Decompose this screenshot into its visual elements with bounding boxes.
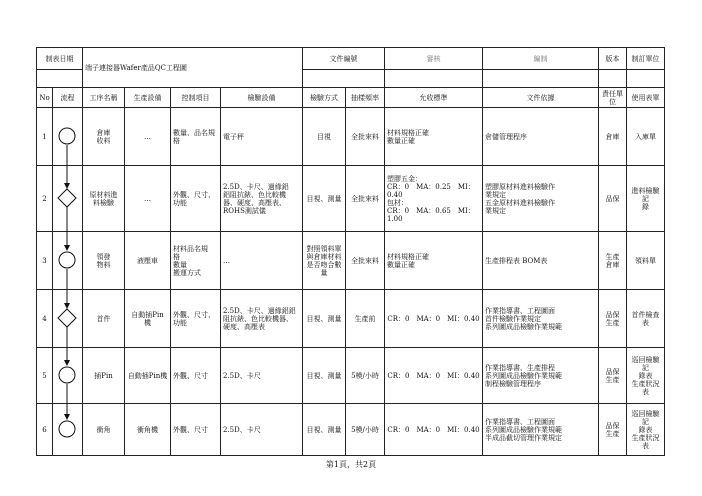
responsible-cell-line: 品保 bbox=[605, 367, 620, 376]
standard-cell-line: 數量正確 bbox=[387, 260, 415, 269]
table-row bbox=[37, 348, 665, 404]
standard-cell-line: 塑膠五金： bbox=[387, 174, 422, 183]
col-equipment: 生產設備 bbox=[125, 88, 171, 108]
inspection-cell bbox=[221, 166, 303, 232]
form-cell bbox=[627, 348, 665, 404]
frequency-cell-line: 5模/小時 bbox=[351, 425, 379, 434]
inspection-cell-line: 硬度、高壓表 bbox=[223, 322, 265, 331]
form-cell bbox=[627, 290, 665, 348]
control-item-cell-line: 外觀、尺寸、 bbox=[173, 310, 215, 319]
basis-cell-line: 生產排程表 BOM表 bbox=[485, 256, 548, 265]
responsible-cell bbox=[599, 290, 627, 348]
method-cell bbox=[303, 108, 346, 166]
process-cell bbox=[83, 232, 125, 290]
basis-cell-line: 系列圖成品檢驗作業規範 bbox=[485, 371, 562, 380]
table-row bbox=[37, 232, 665, 290]
form-cell-line: 進料檢驗記 bbox=[631, 186, 660, 203]
form-cell-line: 生產狀況表 bbox=[631, 433, 660, 450]
equipment-cell bbox=[125, 166, 171, 232]
frequency-cell bbox=[346, 404, 385, 456]
form-cell bbox=[627, 232, 665, 290]
frequency-cell-line: 全批來料 bbox=[351, 132, 379, 141]
process-cell-line: 收料 bbox=[96, 136, 111, 145]
basis-cell-line: 業規定 bbox=[485, 190, 506, 199]
frequency-cell-line: 全批來料 bbox=[351, 256, 379, 265]
responsible-cell-line: 倉庫 bbox=[605, 132, 620, 141]
qc-table bbox=[36, 47, 665, 456]
control-item-cell-line: 數量 bbox=[173, 260, 187, 269]
page-number: 第1頁，共2頁 bbox=[325, 460, 377, 469]
method-cell bbox=[303, 290, 346, 348]
responsible-cell bbox=[599, 348, 627, 404]
inspection-cell-line: 阻抗錶、色比較機器、 bbox=[223, 314, 293, 323]
equipment-cell-line: 自動插Pin機 bbox=[127, 371, 168, 380]
control-item-cell bbox=[171, 404, 221, 456]
control-item-cell-line: 外觀、尺寸 bbox=[173, 425, 208, 434]
standard-cell-line: 材料規格正確 bbox=[387, 128, 429, 137]
equipment-cell-line: 自動插Pin bbox=[131, 310, 164, 319]
basis-cell bbox=[483, 404, 599, 456]
standard-cell-line: CR：0 MA：0.65 MI： bbox=[387, 206, 475, 215]
inspection-cell bbox=[221, 108, 303, 166]
review-value bbox=[385, 70, 483, 88]
inspection-cell bbox=[221, 404, 303, 456]
frequency-cell-line: 全批來料 bbox=[351, 194, 379, 203]
basis-cell bbox=[483, 348, 599, 404]
method-cell-line: 目視、測量 bbox=[306, 371, 342, 380]
standard-cell-line: 數量正確 bbox=[387, 136, 415, 145]
responsible-cell-line: 品保 bbox=[605, 421, 620, 430]
flow-cell bbox=[53, 404, 83, 456]
process-cell bbox=[83, 404, 125, 456]
basis-cell-line: 五金原材料進料檢驗作 bbox=[485, 198, 555, 207]
method-cell-line: 是否吻合數量 bbox=[306, 260, 342, 277]
process-cell bbox=[83, 348, 125, 404]
method-cell-line: 目視、測量 bbox=[306, 194, 342, 203]
control-item-cell-line: 功能 bbox=[173, 318, 187, 327]
row-number: 3 bbox=[37, 232, 53, 290]
standard-cell-line: CR：0 MA：0 MI：0.40 bbox=[387, 314, 480, 323]
dept-value bbox=[627, 70, 665, 88]
method-cell-line: 對照領料單 bbox=[306, 244, 342, 253]
equipment-cell bbox=[125, 404, 171, 456]
equipment-cell bbox=[125, 232, 171, 290]
standard-cell bbox=[385, 108, 483, 166]
dept-label: 制訂單位 bbox=[627, 48, 665, 70]
qc-sheet bbox=[36, 47, 664, 455]
equipment-cell-line: … bbox=[144, 132, 151, 141]
form-cell-line: 生產狀況表 bbox=[631, 379, 660, 396]
equipment-cell bbox=[125, 108, 171, 166]
row-number: 4 bbox=[37, 290, 53, 348]
col-basis: 文件依據 bbox=[483, 88, 599, 108]
standard-cell-line: CR：0 MA：0 MI：0.40 bbox=[387, 425, 480, 434]
page-title: 端子連接器Wafer產品QC工程圖 bbox=[83, 48, 303, 88]
frequency-cell bbox=[346, 348, 385, 404]
equipment-cell bbox=[125, 348, 171, 404]
form-cell-line: 錄表 bbox=[638, 425, 653, 434]
inspection-cell-line: … bbox=[223, 256, 230, 265]
standard-cell-line: 0.40 bbox=[387, 190, 403, 199]
standard-cell bbox=[385, 232, 483, 290]
responsible-cell-line: 生產 bbox=[605, 375, 620, 384]
control-item-cell-line: 外觀、尺寸、 bbox=[173, 190, 215, 199]
process-cell bbox=[83, 290, 125, 348]
responsible-cell-line: 生產 bbox=[605, 429, 620, 438]
control-item-cell bbox=[171, 290, 221, 348]
table-row bbox=[37, 108, 665, 166]
flow-cell bbox=[53, 290, 83, 348]
responsible-cell bbox=[599, 404, 627, 456]
col-standard: 允收標準 bbox=[385, 88, 483, 108]
responsible-cell-line: 生產 bbox=[605, 318, 620, 327]
col-frequency: 抽樣頻率 bbox=[346, 88, 385, 108]
responsible-cell bbox=[599, 232, 627, 290]
frequency-cell-line: 5模/小時 bbox=[351, 371, 379, 380]
form-cell-line: 錄表 bbox=[638, 371, 653, 380]
form-cell bbox=[627, 404, 665, 456]
doc-no-label: 文件編號 bbox=[303, 48, 385, 70]
inspection-cell-line: 2.5D、卡尺、過緣鋁 bbox=[223, 182, 289, 191]
column-header-row bbox=[37, 88, 665, 108]
responsible-cell-line: 生產 bbox=[605, 252, 620, 261]
control-item-cell-line: 功能 bbox=[173, 198, 187, 207]
form-cell bbox=[627, 166, 665, 232]
control-item-cell-line: 格 bbox=[173, 136, 180, 145]
col-flow: 流程 bbox=[53, 88, 83, 108]
equipment-cell-line: … bbox=[144, 194, 151, 203]
equipment-cell bbox=[125, 290, 171, 348]
form-cell bbox=[627, 108, 665, 166]
frequency-cell bbox=[346, 290, 385, 348]
version-label: 版本 bbox=[599, 48, 627, 70]
inspection-cell bbox=[221, 232, 303, 290]
method-cell-line: 與倉庫材料 bbox=[306, 252, 342, 261]
process-cell-line: 料檢驗 bbox=[93, 198, 114, 207]
method-cell bbox=[303, 232, 346, 290]
process-cell-line: 領發 bbox=[96, 252, 111, 261]
row-number: 5 bbox=[37, 348, 53, 404]
basis-cell-line: 作業指導書、生產排程 bbox=[485, 363, 555, 372]
basis-cell-line: 系列圖成品檢驗作業規範 bbox=[485, 425, 562, 434]
form-cell-line: 錄 bbox=[642, 202, 649, 211]
basis-cell bbox=[483, 108, 599, 166]
col-no: No bbox=[37, 88, 53, 108]
doc-no-value bbox=[303, 70, 385, 88]
basis-cell-line: 塑膠原材料進料檢驗作 bbox=[485, 182, 555, 191]
method-cell bbox=[303, 166, 346, 232]
basis-cell-line: 制程檢驗管理程序 bbox=[485, 379, 541, 388]
responsible-cell-line: 品保 bbox=[605, 310, 620, 319]
inspection-cell-line: 電子秤 bbox=[223, 132, 244, 141]
control-item-cell-line: 外觀、尺寸 bbox=[173, 371, 208, 380]
process-cell-line: 原材料進 bbox=[89, 190, 118, 199]
standard-cell bbox=[385, 404, 483, 456]
control-item-cell bbox=[171, 166, 221, 232]
process-cell-line: 插Pin bbox=[94, 371, 113, 380]
header-row-1 bbox=[37, 48, 665, 70]
row-number: 2 bbox=[37, 166, 53, 232]
version-value bbox=[599, 70, 627, 88]
basis-cell-line: 作業指導書、工程圖面 bbox=[485, 306, 555, 315]
standard-cell-line: CR：0 MA：0 MI：0.40 bbox=[387, 371, 480, 380]
table-row bbox=[37, 166, 665, 232]
frequency-cell bbox=[346, 232, 385, 290]
form-cell-line: 巡回檢驗記 bbox=[631, 355, 660, 372]
frequency-cell bbox=[346, 108, 385, 166]
standard-cell-line: 1.00 bbox=[387, 214, 403, 223]
process-cell-line: 衝角 bbox=[96, 425, 111, 434]
inspection-cell-line: 器、硬度、高壓表、 bbox=[223, 198, 286, 207]
form-cell-line: 領料單 bbox=[635, 256, 656, 265]
inspection-cell bbox=[221, 348, 303, 404]
responsible-cell bbox=[599, 166, 627, 232]
prepare-value bbox=[483, 70, 599, 88]
control-item-cell bbox=[171, 108, 221, 166]
flow-cell bbox=[53, 108, 83, 166]
responsible-cell bbox=[599, 108, 627, 166]
process-cell bbox=[83, 166, 125, 232]
method-cell-line: 目視 bbox=[317, 132, 331, 141]
form-cell-line: 巡回檢驗記 bbox=[631, 409, 660, 426]
row-number: 1 bbox=[37, 108, 53, 166]
table-row bbox=[37, 290, 665, 348]
basis-cell bbox=[483, 232, 599, 290]
row-number: 6 bbox=[37, 404, 53, 456]
responsible-cell-line: 倉庫 bbox=[605, 260, 620, 269]
form-cell-line: 入庫單 bbox=[635, 132, 656, 141]
basis-cell-line: 倉儲管理程序 bbox=[485, 132, 527, 141]
basis-cell-line: 半成品截切管理作業規定 bbox=[485, 433, 562, 442]
review-label: 審核 bbox=[385, 48, 483, 70]
col-control-item: 控制項目 bbox=[171, 88, 221, 108]
standard-cell-line: CR：0 MA：0.25 MI： bbox=[387, 182, 475, 191]
standard-cell bbox=[385, 348, 483, 404]
basis-cell bbox=[483, 290, 599, 348]
standard-cell-line: 包材： bbox=[387, 198, 408, 207]
frequency-cell bbox=[346, 166, 385, 232]
date-label: 制表日期 bbox=[37, 48, 83, 70]
control-item-cell bbox=[171, 232, 221, 290]
flow-cell bbox=[53, 232, 83, 290]
form-cell-line: 首件檢查表 bbox=[631, 310, 660, 327]
prepare-label: 編制 bbox=[483, 48, 599, 70]
control-item-cell-line: 搬運方式 bbox=[173, 268, 201, 277]
flow-cell bbox=[53, 166, 83, 232]
basis-cell-line: 業規定 bbox=[485, 206, 506, 215]
method-cell bbox=[303, 348, 346, 404]
flow-cell bbox=[53, 348, 83, 404]
table-row bbox=[37, 404, 665, 456]
basis-cell-line: 首件檢驗作業規定 bbox=[485, 314, 541, 323]
control-item-cell bbox=[171, 348, 221, 404]
inspection-cell-line: ROHS測試儀 bbox=[223, 206, 266, 215]
process-cell bbox=[83, 108, 125, 166]
process-cell-line: 倉庫 bbox=[96, 128, 111, 137]
equipment-cell-line: 機 bbox=[144, 318, 151, 327]
standard-cell bbox=[385, 166, 483, 232]
process-cell-line: 物料 bbox=[96, 260, 111, 269]
control-item-cell-line: 數量、品名規 bbox=[173, 128, 215, 137]
standard-cell bbox=[385, 290, 483, 348]
equipment-cell-line: 衝角機 bbox=[137, 425, 158, 434]
equipment-cell-line: 液壓車 bbox=[137, 256, 158, 265]
process-cell-line: 首件 bbox=[96, 314, 111, 323]
col-form: 使用表單 bbox=[627, 88, 665, 108]
control-item-cell-line: 材料品名規 bbox=[173, 244, 208, 253]
inspection-cell-line: 2.5D、卡尺 bbox=[223, 371, 261, 380]
inspection-cell-line: 2.5D、卡尺、過緣鋁鋁 bbox=[223, 306, 296, 315]
frequency-cell-line: 生產前 bbox=[354, 314, 376, 323]
col-process: 工序名稱 bbox=[83, 88, 125, 108]
method-cell bbox=[303, 404, 346, 456]
inspection-cell-line: 2.5D、卡尺 bbox=[223, 425, 261, 434]
date-value bbox=[37, 70, 83, 88]
method-cell-line: 目視、測量 bbox=[306, 425, 342, 434]
inspection-cell-line: 鋁阻抗錶、色比較機 bbox=[223, 190, 286, 199]
col-inspection: 檢驗設備 bbox=[221, 88, 303, 108]
method-cell-line: 目視、測量 bbox=[306, 314, 342, 323]
standard-cell-line: 材料規格正確 bbox=[387, 252, 429, 261]
basis-cell-line: 作業指導書、工程圖面 bbox=[485, 417, 555, 426]
responsible-cell-line: 品保 bbox=[605, 194, 620, 203]
col-responsible: 責任單位 bbox=[599, 88, 627, 108]
control-item-cell-line: 格 bbox=[173, 252, 180, 261]
inspection-cell bbox=[221, 290, 303, 348]
basis-cell-line: 系列圖成品檢驗作業規範 bbox=[485, 322, 562, 331]
basis-cell bbox=[483, 166, 599, 232]
col-method: 檢驗方式 bbox=[303, 88, 346, 108]
